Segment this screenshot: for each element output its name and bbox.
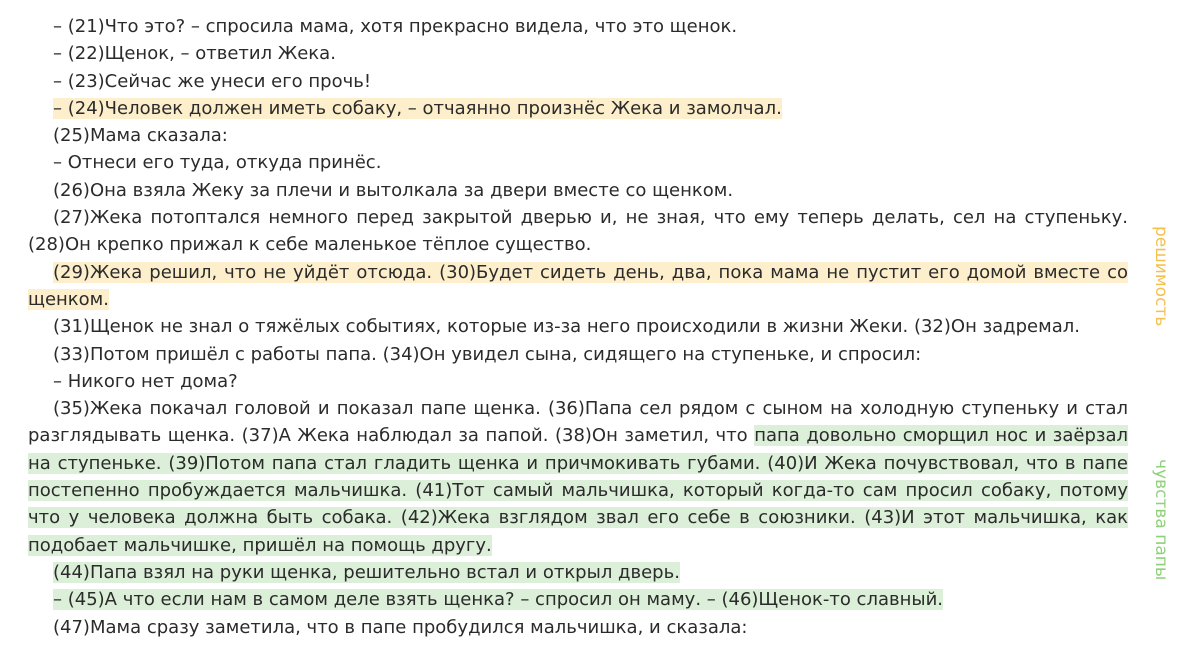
- sentence-27-28: (27)Жека потоптался немного перед закрытой дверью и, не зная, что ему теперь делать, сел на ступеньку. (28)Он крепко прижал к себе маленькое тёплое существо.: [28, 207, 1128, 256]
- sentence-31-32: (31)Щенок не знал о тяжёлых событиях, которые из-за него происходили в жизни Жеки. (32)Он задремал.: [53, 316, 1080, 338]
- highlight-resolve-24: – (24)Человек должен иметь собаку, – отчаянно произнёс Жека и замолчал.: [53, 97, 782, 119]
- side-label-feelings: чувства папы: [1151, 459, 1171, 581]
- sentence-25: (25)Мама сказала:: [53, 125, 228, 147]
- sentence-22: – (22)Щенок, – ответил Жека.: [53, 43, 336, 65]
- sentence-35-38: (35)Жека покачал головой и показал папе щенка. (36)Папа сел рядом с сыном на холодную ступеньку и стал разглядывать щенка. (37)А Жека наблюдал за папой. (38)Он заметил, что: [28, 398, 1128, 447]
- sentence-34b: – Никого нет дома?: [53, 370, 238, 392]
- paragraph-21: [28, 13, 1128, 40]
- sentence-47: (47)Мама сразу заметила, что в папе пробудился мальчишка, и сказала:: [53, 616, 748, 638]
- sentence-33-34: (33)Потом пришёл с работы папа. (34)Он увидел сына, сидящего на ступеньке, и спросил:: [53, 343, 922, 365]
- paragraph-23: [28, 68, 1128, 95]
- paragraph-35: [28, 395, 1128, 559]
- paragraph-27: [28, 204, 1128, 259]
- paragraph-25b: [28, 149, 1128, 176]
- paragraph-33: [28, 341, 1128, 368]
- paragraph-44: [28, 559, 1128, 586]
- sentence-26: (26)Она взяла Жеку за плечи и вытолкала за двери вместе со щенком.: [53, 179, 734, 201]
- paragraph-22: [28, 40, 1128, 67]
- paragraph-34b: [28, 368, 1128, 395]
- paragraph-24: [28, 95, 1128, 122]
- paragraph-29: [28, 259, 1128, 314]
- paragraph-47: [28, 614, 1128, 641]
- paragraph-26: [28, 177, 1128, 204]
- paragraph-31: [28, 313, 1128, 340]
- highlight-resolve-29: (29)Жека решил, что не уйдёт отсюда. (30)Будет сидеть день, два, пока мама не пустит его домой вместе со щенком.: [28, 261, 1128, 310]
- sentence-23: – (23)Сейчас же унеси его прочь!: [53, 70, 372, 92]
- paragraph-25: [28, 122, 1128, 149]
- highlight-feelings-44: (44)Папа взял на руки щенка, решительно встал и открыл дверь.: [53, 561, 680, 583]
- highlight-feelings-38-43: папа довольно сморщил нос и заёрзал на ступеньке. (39)Потом папа стал гладить щенка и причмокивать губами. (40)И Жека почувствовал, что в папе постепенно пробуждается мальчишка. (41)Тот самый мальчишка, который когда-то сам просил собаку, потому что у человека должна быть собака. (42)Жека взглядом звал его себе в союзники. (43)И этот мальчишка, как подобает мальчишке, пришёл на помощь другу.: [28, 425, 1128, 556]
- sentence-21: – (21)Что это? – спросила мама, хотя прекрасно видела, что это щенок.: [53, 16, 738, 37]
- sentence-25b: – Отнеси его туда, откуда принёс.: [53, 152, 382, 174]
- side-label-resolve: решимость: [1151, 226, 1171, 327]
- highlight-feelings-45: – (45)А что если нам в самом деле взять щенка? – спросил он маму. – (46)Щенок-то славный.: [53, 589, 943, 611]
- paragraph-45: [28, 586, 1128, 613]
- story-text: [28, 13, 1128, 641]
